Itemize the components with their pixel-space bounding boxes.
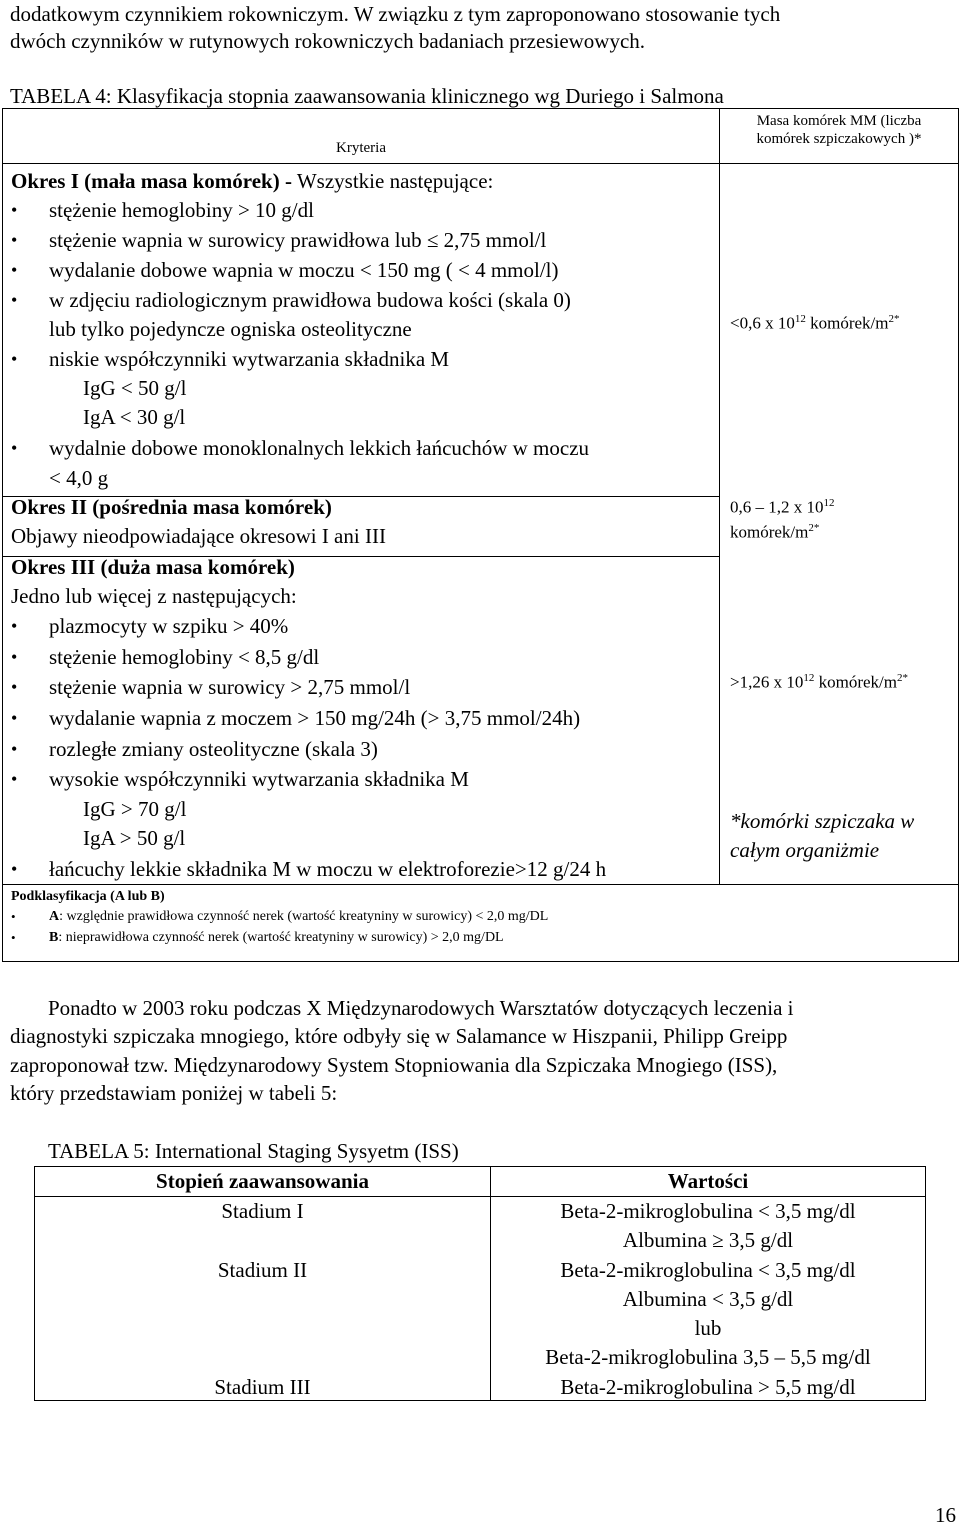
mass-footnote-line-2: całym organiżmie [730,838,880,862]
bullet-icon: • [11,200,18,220]
paragraph-line-3: zaproponował tzw. Międzynarodowy System Stopniowania dla Szpiczaka Mnogiego (ISS), [10,1053,778,1077]
bullet-icon: • [11,769,18,789]
bullet-icon: • [11,930,16,945]
table5-value: Beta-2-mikroglobulina < 3,5 mg/dl [560,1199,856,1223]
table4: Kryteria Masa komórek MM (liczba komórek szpiczakowych )* Okres I (mała masa komórek) - Wszystkie następujące: • stężenie hemoglobiny > 10 g/dl • stężenie wapnia w surowicy prawidłowa lub ≤ 2,75 mmol/l • wydalanie dobowe wapnia w moczu < 150 mg ( < 4 mmol/l) • w zdjęciu radiologicznym prawidłowa budowa kości (skala 0) lub tylko pojedyncze ogniska osteolityczne • niskie współczynniki wytwarzania składnika M IgG < 50 g/l IgA < 30 g/l • wydalnie dobowe monoklonalnych lekkich łańcuchów w moczu < 4,0 g <0,6 x $10^{12}$ komórek/$m^{2*}$ Okres II (pośrednia masa komórek) Objawy nieodpowiadające okresowi I ani III 0,6 – 1,2 x $10^{12}$ komórek/$m^{2*}$ Okres III (duża masa komórek) Jedno lub więcej z następujących: • plazmocyty w szpiku > 40% • stężenie hemoglobiny < 8,5 g/dl • stężenie wapnia w surowicy > 2,75 mmol/l • wydalanie wapnia z moczem > 150 mg/24h (> 3,75 mmol/24h) • rozległe zmiany osteolityczne (skala 3) • wysokie współczynniki wytwarzania składnika M IgG > 70 g/l IgA > 50 g/l • łańcuchy lekkie składnika M w moczu w elektroforezie>12 g/24 h >1,26 x $10^{12}$ komórek/$m^{2*}$ *komórki szpiczaka w całym organiżmie Podklasyfikacja (A lub B) • A: względnie prawidłowa czynność nerek (wartość kreatyniny w surowicy) < 2,0 mg/DL • B: nieprawidłowa czynność nerek (wartość kreatyniny w surowicy) > 2,0 mg/DL [2,108,959,962]
stage3-title: Okres III (duża masa komórek) [11,555,295,579]
paragraph-line-1: Ponadto w 2003 roku podczas X Międzynarodowych Warsztatów dotyczących leczenia i [48,996,794,1020]
bullet-icon: • [11,909,16,924]
table4-header-mass [720,112,958,148]
stage1-title [11,166,493,196]
stage1-mass: <0,6 x $10^{12}$ komórek/$m^{2*}$ [730,313,900,333]
bullet-icon: • [11,230,18,250]
stage3-iga: IgA > 50 g/l [83,826,186,850]
bullet-icon: • [11,349,18,369]
page-number: 16 [935,1503,956,1527]
table5-value: Beta-2-mikroglobulina 3,5 – 5,5 mg/dl [545,1345,871,1369]
stage2-mass-line-1: 0,6 – 1,2 x $10^{12}$ [730,497,835,517]
table4-header-criteria: Kryteria [336,140,386,156]
table5-caption: TABELA 5: International Staging Sysyetm (ISS) [48,1139,459,1163]
table5-value: Beta-2-mikroglobulina > 5,5 mg/dl [560,1375,856,1399]
paragraph-line-2: diagnostyki szpiczaka mnogiego, które odbyły się w Salamance w Hiszpanii, Philipp Greipp [10,1024,788,1048]
table4-caption: TABELA 4: Klasyfikacja stopnia zaawansowania klinicznego wg Duriego i Salmona [10,84,724,108]
bullet-icon: • [11,616,18,636]
table5-value: lub [694,1316,722,1340]
stage2-mass-line-2: komórek/$m^{2*}$ [730,522,820,542]
bullet-icon: • [11,859,18,879]
table5-header-values: Wartości [667,1169,749,1193]
table4-header-mass-line-2: komórek szpiczakowych )* [756,131,922,147]
intro-line-1: dodatkowym czynnikiem rokowniczym. W związku z tym zaproponowano stosowanie tych [10,2,781,26]
table5-value: Albumina < 3,5 g/dl [622,1287,794,1311]
bullet-icon: • [11,290,18,310]
table5-stage-3: Stadium III [214,1375,311,1399]
table4-header-mass-line-1: Masa komórek MM (liczba [756,113,922,129]
subclass-title: Podklasyfikacja (A lub B) [11,889,165,904]
paragraph-line-4: który przedstawiam poniżej w tabeli 5: [10,1081,338,1105]
stage1-title-bold: Okres I (mała masa komórek) - [11,169,292,193]
bullet-icon: • [11,438,18,458]
bullet-icon: • [11,260,18,280]
intro-line-2: dwóch czynników w rutynowych rokowniczych badaniach przesiewowych. [10,29,646,53]
mass-footnote-line-1: *komórki szpiczaka w [730,809,915,833]
stage1-igg: IgG < 50 g/l [83,376,187,400]
stage3-desc: Jedno lub więcej z następujących: [11,584,297,608]
table5-value: Beta-2-mikroglobulina < 3,5 mg/dl [560,1258,856,1282]
bullet-icon: • [11,647,18,667]
stage1-title-rest: Wszystkie następujące: [291,169,494,193]
stage3-mass: >1,26 x $10^{12}$ komórek/$m^{2*}$ [730,672,908,692]
stage2-title: Okres II (pośrednia masa komórek) [11,495,332,519]
stage2-desc: Objawy nieodpowiadające okresowi I ani III [11,524,386,548]
bullet-icon: • [11,739,18,759]
stage3-igg: IgG > 70 g/l [83,797,187,821]
bullet-icon: • [11,708,18,728]
bullet-icon: • [11,677,18,697]
table5-stage-1: Stadium I [221,1199,304,1223]
stage1-iga: IgA < 30 g/l [83,405,186,429]
table5-value: Albumina ≥ 3,5 g/dl [622,1228,794,1252]
table5-stage-2: Stadium II [217,1258,308,1282]
table5 [34,1166,926,1401]
table5-header-stage: Stopień zaawansowania [156,1169,369,1193]
